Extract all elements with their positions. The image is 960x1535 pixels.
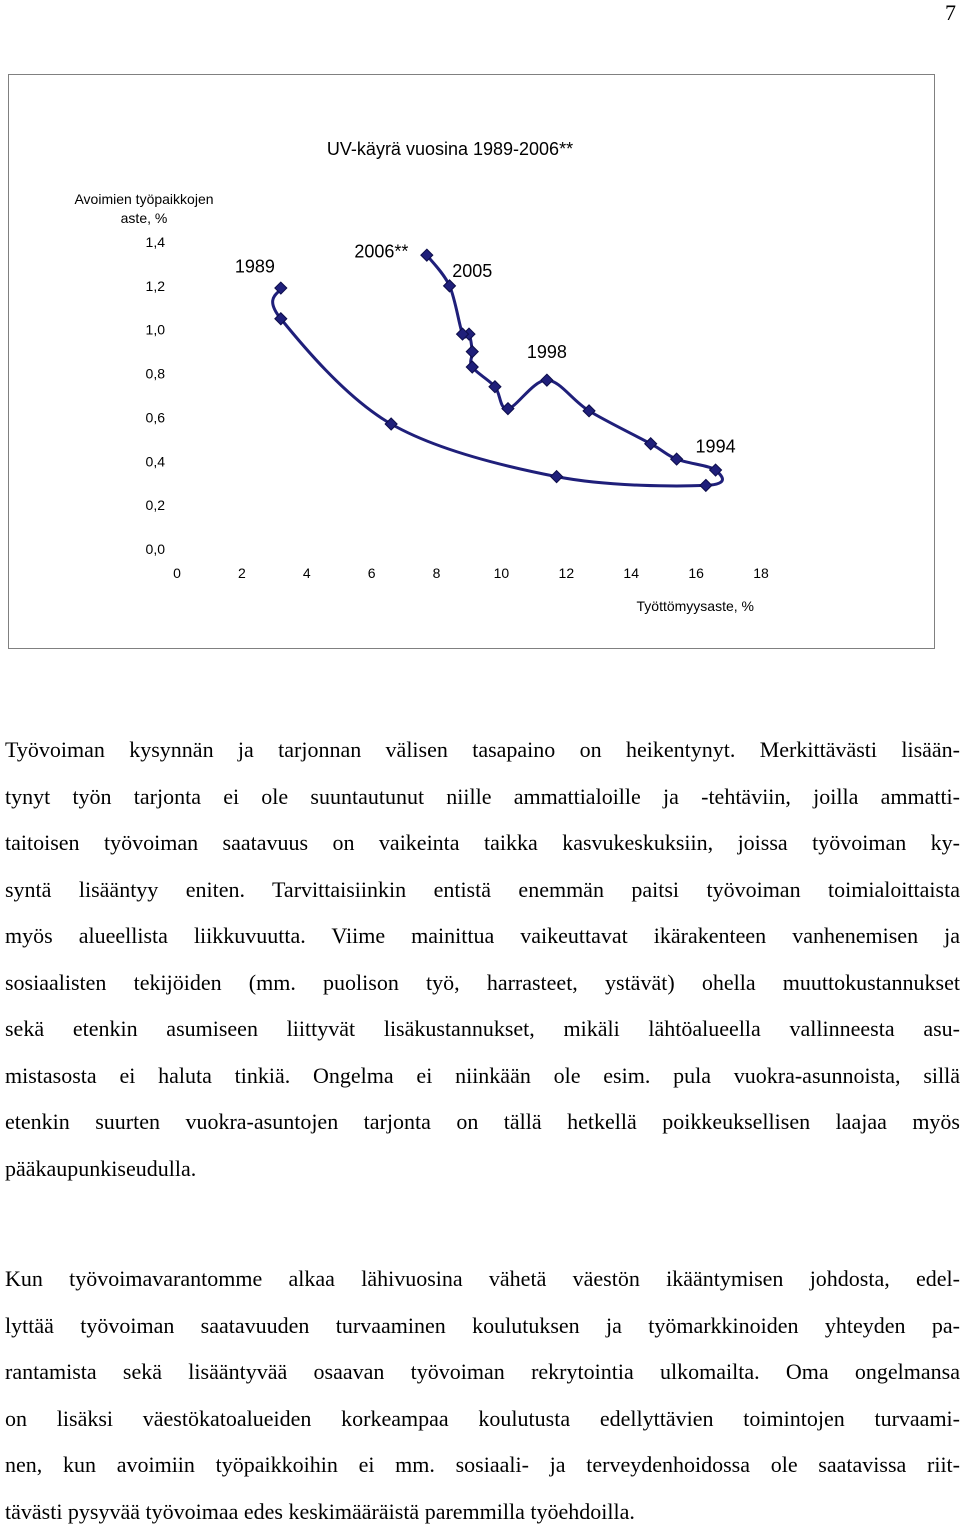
x-axis-label: Työttömyysaste, % <box>637 598 754 614</box>
paragraph-2 <box>5 1256 960 1535</box>
y-tick-label: 1,0 <box>146 322 166 338</box>
x-tick-label: 12 <box>559 565 575 581</box>
y-tick-label: 0,8 <box>146 366 166 382</box>
data-point-marker <box>551 471 563 483</box>
data-point-marker <box>466 346 478 358</box>
text-line: nen, kun avoimiin työpaikkoihin ei mm. sosiaali- ja terveydenhoidossa ole saatavissa riit- <box>5 1442 960 1489</box>
x-tick-label: 10 <box>494 565 510 581</box>
year-annotation: 1989 <box>235 257 275 277</box>
year-annotation: 2006** <box>354 241 408 261</box>
x-tick-label: 16 <box>688 565 704 581</box>
text-line: taitoisen työvoiman saatavuus on vaikeinta taikka kasvukeskuksiin, joissa työvoiman ky- <box>5 820 960 867</box>
y-tick-label: 1,2 <box>146 278 166 294</box>
y-tick-label: 0,0 <box>146 541 166 557</box>
data-point-marker <box>541 374 553 386</box>
text-line: Työvoiman kysynnän ja tarjonnan välisen tasapaino on heikentynyt. Merkittävästi lisään- <box>5 727 960 774</box>
text-line: tävästi pysyvää työvoimaa edes keskimääräistä paremmilla työehdoilla. <box>5 1489 960 1535</box>
text-line: on lisäksi väestökatoalueiden korkeampaa koulutusta edellyttävien toimintojen turvaami- <box>5 1396 960 1443</box>
text-line: lyttää työvoiman saatavuuden turvaaminen koulutuksen ja työmarkkinoiden yhteyden pa- <box>5 1303 960 1350</box>
y-tick-label: 0,4 <box>146 453 166 469</box>
y-tick-label: 0,6 <box>146 409 166 425</box>
data-point-marker <box>645 438 657 450</box>
y-axis-ticks <box>146 234 166 557</box>
year-annotation: 2005 <box>452 261 492 281</box>
y-axis-label-line-2: aste, % <box>121 210 168 226</box>
chart-title: UV-käyrä vuosina 1989-2006** <box>327 139 573 159</box>
data-point-marker <box>700 479 712 491</box>
data-point-marker <box>502 403 514 415</box>
x-tick-label: 14 <box>623 565 639 581</box>
x-tick-label: 18 <box>753 565 769 581</box>
text-line: mistasosta ei haluta tinkiä. Ongelma ei niinkään ole esim. pula vuokra-asunnoista, sillä <box>5 1053 960 1100</box>
x-tick-label: 8 <box>433 565 441 581</box>
year-annotation: 1994 <box>696 437 736 457</box>
series-line <box>273 255 723 486</box>
uv-curve-chart <box>9 75 934 648</box>
annotation-layer <box>235 241 736 456</box>
x-tick-label: 0 <box>173 565 181 581</box>
text-line: myös alueellista liikkuvuutta. Viime mainittua vaikeuttavat ikärakenteen vanhenemisen ja <box>5 913 960 960</box>
text-line: pääkaupunkiseudulla. <box>5 1146 960 1193</box>
data-point-marker <box>444 280 456 292</box>
year-annotation: 1998 <box>527 342 567 362</box>
y-tick-label: 1,4 <box>146 234 166 250</box>
text-line: rantamista sekä lisääntyvää osaavan työvoiman rekrytointia ulkomailta. Oma ongelmansa <box>5 1349 960 1396</box>
x-axis-ticks <box>173 565 769 581</box>
y-tick-label: 0,2 <box>146 497 166 513</box>
page-number: 7 <box>945 0 956 26</box>
series-layer <box>273 249 723 491</box>
text-line: tynyt työn tarjonta ei ole suuntautunut niille ammattialoille ja -tehtäviin, joilla ammatti- <box>5 774 960 821</box>
chart-frame <box>8 74 935 649</box>
text-line: Kun työvoimavarantomme alkaa lähivuosina vähetä väestön ikääntymisen johdosta, edel- <box>5 1256 960 1303</box>
x-tick-label: 6 <box>368 565 376 581</box>
x-tick-label: 4 <box>303 565 311 581</box>
text-line: sosiaalisten tekijöiden (mm. puolison työ, harrasteet, ystävät) ohella muuttokustannukset <box>5 960 960 1007</box>
y-axis-label-line-1: Avoimien työpaikkojen <box>74 191 213 207</box>
data-point-marker <box>671 453 683 465</box>
x-tick-label: 2 <box>238 565 246 581</box>
text-line: syntä lisääntyy eniten. Tarvittaisiinkin entistä enemmän paitsi työvoiman toimialoittaista <box>5 867 960 914</box>
paragraph-1 <box>5 727 960 1192</box>
text-line: sekä etenkin asumiseen liittyvät lisäkustannukset, mikäli lähtöalueella vallinneesta asu- <box>5 1006 960 1053</box>
text-line: etenkin suurten vuokra-asuntojen tarjonta on tällä hetkellä poikkeuksellisen laajaa myös <box>5 1099 960 1146</box>
